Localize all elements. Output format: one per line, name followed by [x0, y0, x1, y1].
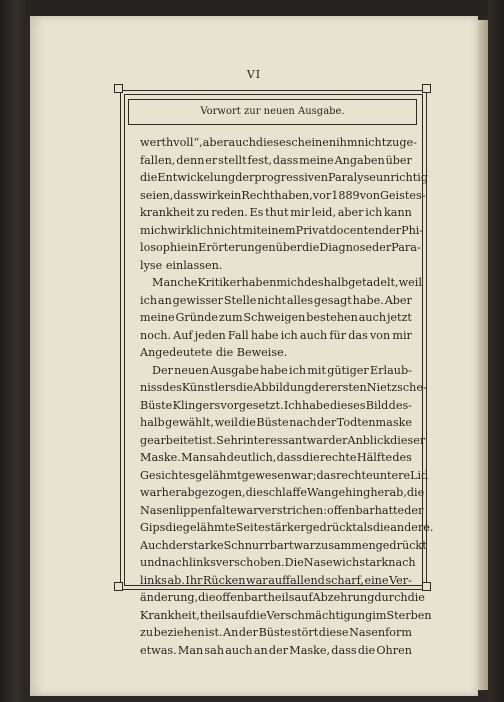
- text-line: Krankheit, theils auf die Verschmächtigung im Sterben: [140, 608, 432, 622]
- frame-corner-top-left: [114, 84, 123, 93]
- page-number: VI: [246, 68, 262, 81]
- text-line: ich an gewisser Stelle nicht alles gesagt habe. Aber: [140, 293, 412, 307]
- text-line: krankheit zu reden. Es thut mir leid, aber ich kann: [140, 206, 412, 219]
- text-line: Maske. Man sah deutlich, dass die rechte Hälfte des: [140, 451, 412, 464]
- text-line: Manche Kritiker haben mich deshalb getadelt, weil: [152, 276, 422, 289]
- text-line: änderung, die offenbar theils auf Abzehrung durch die: [140, 591, 425, 604]
- text-line: gearbeitet ist. Sehr interessant war der Anblick dieser: [140, 433, 426, 447]
- running-head: Vorwort zur neuen Ausgabe.: [200, 106, 345, 117]
- book-page: [30, 16, 478, 696]
- book-cover-left: [0, 0, 26, 702]
- text-line: fallen, denn er stellt fest, dass meine Angaben über: [140, 153, 412, 167]
- text-line: meine Gründe zum Schweigen bestehen auch jetzt: [140, 311, 412, 324]
- text-line: Büste Klingers vorgesetzt. Ich habe dieses Bild des-: [140, 398, 412, 412]
- text-line: Nasenlippenfalte war verstrichen: offenbar hatte der: [140, 503, 424, 517]
- text-line: die Entwickelung der progressiven Paralyse unrichtig: [140, 171, 428, 184]
- book-cover-top: [0, 0, 504, 16]
- book-cover-right: [488, 0, 504, 702]
- text-line: werthvoll“, aber auch diese scheinen ihm nicht zu ge-: [140, 136, 417, 149]
- text-line: war herabgezogen, die schlaffe Wange hing herab, die: [140, 486, 425, 499]
- text-line: Der neuen Ausgabe habe ich mit gütiger Erlaub-: [152, 363, 412, 377]
- text-line: Angedeutete die Beweise.: [140, 346, 288, 359]
- body-text: [140, 134, 434, 659]
- text-line: seien, dass wir kein Recht haben, vor 1889 von Geistes-: [140, 188, 426, 202]
- text-line: etwas. Man sah auch an der Maske, dass die Ohren: [140, 643, 412, 657]
- text-line: und nach links verschoben. Die Nase wich stark nach: [140, 556, 416, 569]
- text-line: niss des Künstlers die Abbildung der ersten Nietzsche-: [140, 381, 427, 394]
- text-line: lyse einlassen.: [140, 258, 223, 272]
- text-line: halb gewählt, weil die Büste nach der Todtenmaske: [140, 416, 412, 429]
- text-line: zu beziehen ist. An der Büste stört diese Nasenform: [140, 626, 412, 639]
- frame-corner-bottom-left: [114, 582, 123, 591]
- text-line: noch. Auf jeden Fall habe ich auch für das von mir: [140, 328, 412, 342]
- text-line: Gips die gelähmte Seite stärker gedrückt als die andere.: [140, 521, 434, 534]
- text-line: losophie in Erörterungen über die Diagnose der Para-: [140, 241, 421, 254]
- text-line: Auch der starke Schnurrbart war zusammengedrückt: [140, 538, 427, 552]
- frame-corner-top-right: [422, 84, 431, 93]
- text-line: Gesichtes gelähmt gewesen war; das rechte untere Lid: [140, 468, 429, 482]
- text-line: mich wirklich nicht mit einem Privatdocenten der Phi-: [140, 223, 424, 237]
- page-edges: [478, 20, 488, 690]
- text-line: links ab. Ihr Rücken war auffallend scharf, eine Ver-: [140, 573, 412, 587]
